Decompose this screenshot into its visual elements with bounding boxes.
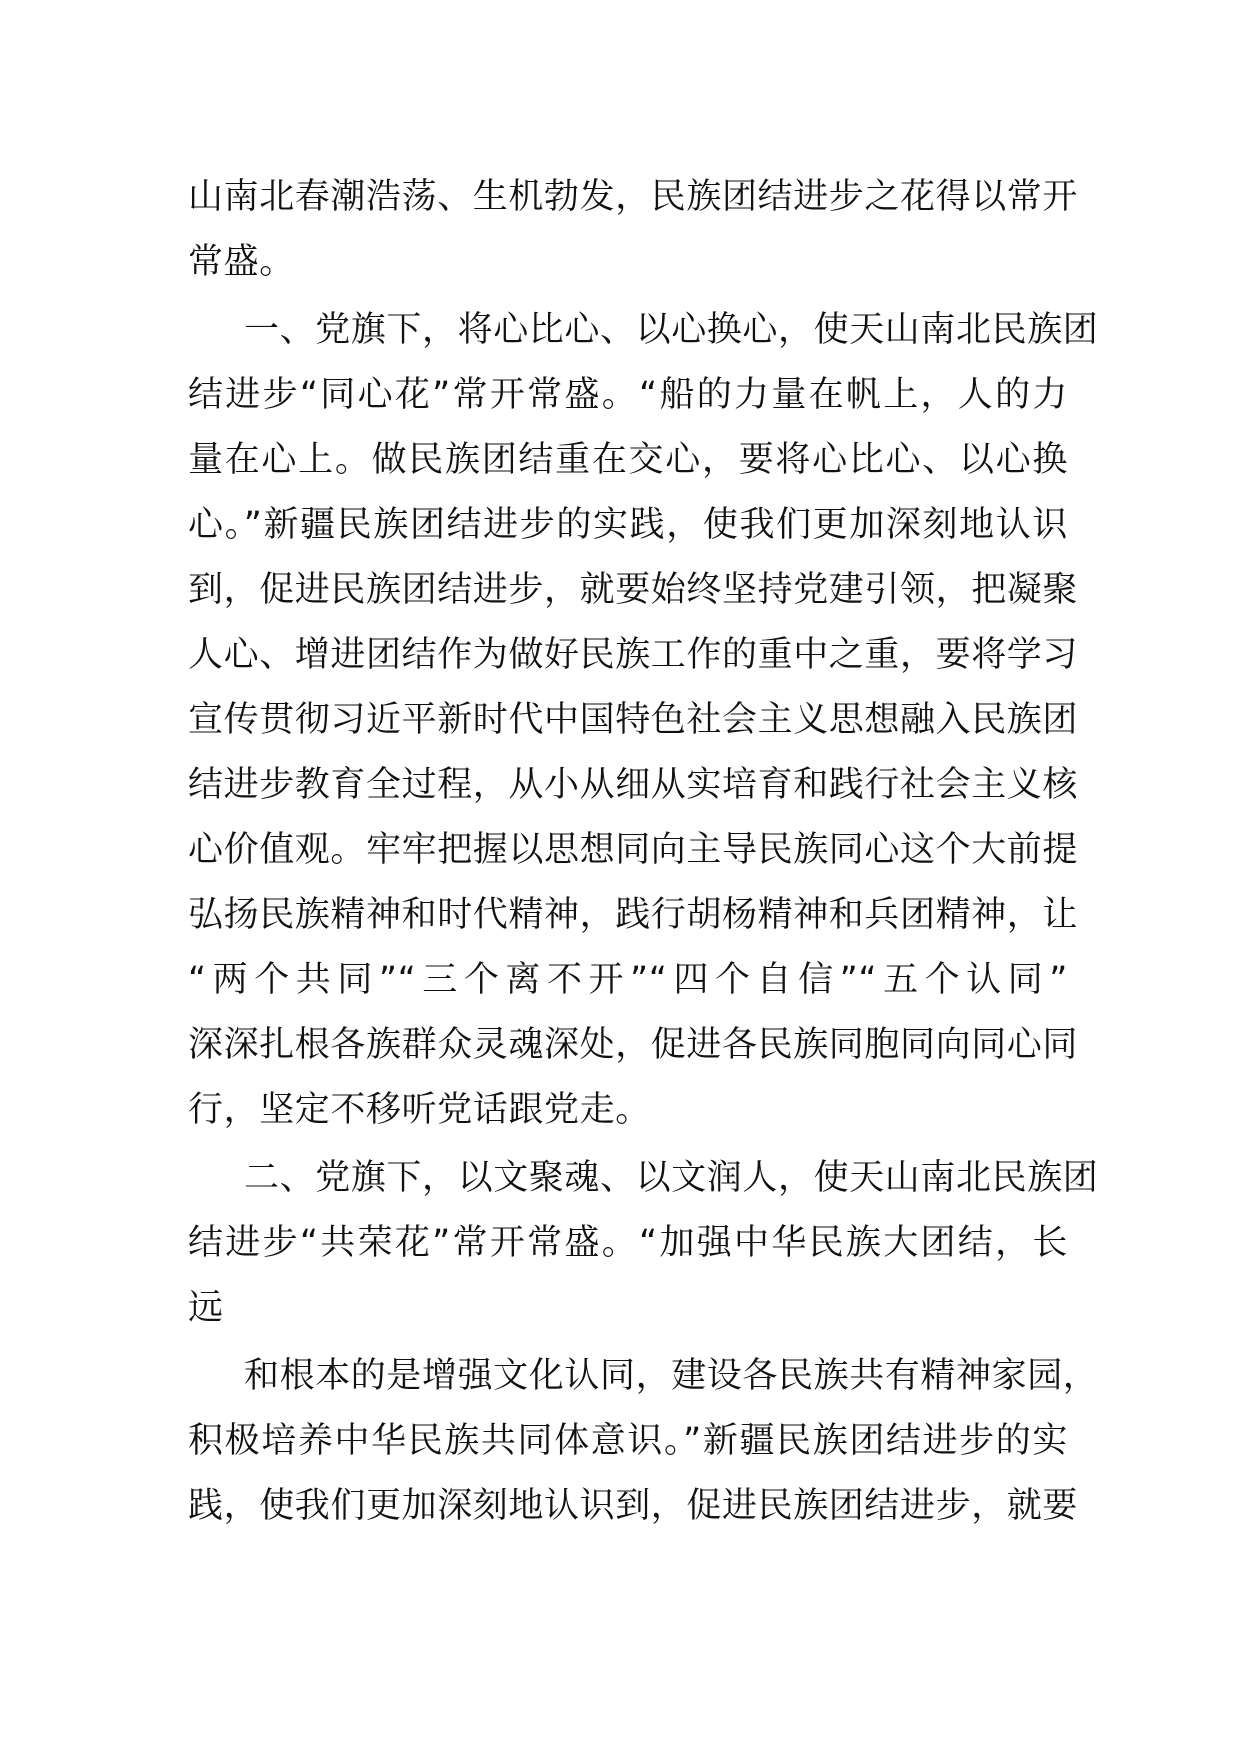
text-line: 心。”新疆民族团结进步的实践，使我们更加深刻地认识 xyxy=(188,505,1068,545)
text-line: 二、党旗下，以文聚魂、以文润人，使天山南北民族团 xyxy=(244,1158,1099,1198)
text-line: 心价值观。牢牢把握以思想同向主导民族同心这个大前提 xyxy=(188,830,1079,870)
text-line: 山南北春潮浩荡、生机勃发，民族团结进步之花得以常开 xyxy=(188,177,1079,217)
text-line: 宣传贯彻习近平新时代中国特色社会主义思想融入民族团 xyxy=(188,700,1079,740)
text-line: 到，促进民族团结进步，就要始终坚持党建引领，把凝聚 xyxy=(188,570,1079,610)
text-line: 人心、增进团结作为做好民族工作的重中之重，要将学习 xyxy=(188,635,1079,675)
text-line: “两个共同”“三个离不开”“四个自信”“五个认同” xyxy=(188,960,1068,1000)
text-line: 远 xyxy=(188,1288,224,1328)
text-line: 量在心上。做民族团结重在交心，要将心比心、以心换 xyxy=(188,440,1068,480)
text-line: 一、党旗下，将心比心、以心换心，使天山南北民族团 xyxy=(244,310,1099,350)
paragraph-section-two-continued xyxy=(188,1344,1099,1539)
paragraph-section-one xyxy=(188,298,1099,1143)
text-line: 结进步“同心花”常开常盛。“船的力量在帆上，人的力 xyxy=(188,375,1068,415)
text-line: 结进步“共荣花”常开常盛。“加强中华民族大团结，长 xyxy=(188,1223,1068,1263)
text-line: 深深扎根各族群众灵魂深处，促进各民族同胞同向同心同 xyxy=(188,1025,1079,1065)
document-body xyxy=(188,165,1099,1539)
text-line: 常盛。 xyxy=(188,242,295,282)
paragraph-section-two xyxy=(188,1146,1099,1341)
text-line: 践，使我们更加深刻地认识到，促进民族团结进步，就要 xyxy=(188,1486,1079,1526)
text-line: 弘扬民族精神和时代精神，践行胡杨精神和兵团精神，让 xyxy=(188,895,1079,935)
paragraph-intro-continuation xyxy=(188,165,1079,295)
text-line: 行，坚定不移听党话跟党走。 xyxy=(188,1090,651,1130)
text-line: 结进步教育全过程，从小从细从实培育和践行社会主义核 xyxy=(188,765,1079,805)
text-line: 和根本的是增强文化认同，建设各民族共有精神家园， xyxy=(244,1356,1099,1396)
text-line: 积极培养中华民族共同体意识。”新疆民族团结进步的实 xyxy=(188,1421,1068,1461)
